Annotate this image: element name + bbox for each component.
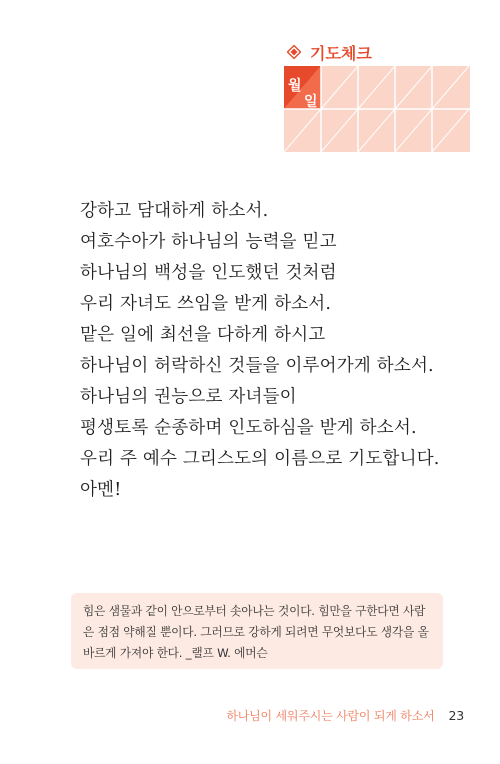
day-label: 일 [304, 94, 318, 110]
page-footer [226, 707, 464, 724]
page-number: 23 [448, 708, 464, 723]
quote-line: 힘은 샘물과 같이 안으로부터 솟아나는 것이다. 힘만을 구한다면 사람 [83, 604, 426, 618]
diamond-bullet-icon [286, 44, 302, 60]
prayer-line: 평생토록 순종하며 인도하심을 받게 하소서. [80, 418, 417, 438]
prayer-line: 맡은 일에 최선을 다하게 하시고 [80, 325, 326, 345]
prayer-line: 여호수아가 하나님의 능력을 믿고 [80, 232, 337, 252]
prayer-line: 우리 자녀도 쓰임을 받게 하소서. [80, 294, 332, 314]
prayer-check-grid [284, 66, 470, 152]
book-title: 하나님이 세워주시는 사람이 되게 하소서 [226, 709, 435, 723]
prayer-line: 하나님이 허락하신 것들을 이루어가게 하소서. [80, 356, 434, 376]
prayer-check-title: 기도체크 [310, 43, 372, 63]
prayer-check-header [286, 40, 470, 64]
prayer-line: 우리 주 예수 그리스도의 이름으로 기도합니다. [80, 449, 440, 469]
prayer-line: 아멘! [80, 480, 122, 500]
prayer-line: 강하고 담대하게 하소서. [80, 201, 269, 221]
quote-box [71, 593, 443, 669]
prayer-text [80, 196, 480, 506]
prayer-line: 하나님의 권능으로 자녀들이 [80, 387, 297, 407]
quote-line: 은 점점 약해질 뿐이다. 그러므로 강하게 되려면 무엇보다도 생각을 올 [83, 625, 429, 639]
prayer-check-section [284, 40, 470, 110]
prayer-line: 하나님의 백성을 인도했던 것처럼 [80, 263, 337, 283]
month-label: 월 [288, 78, 302, 94]
quote-line: 바르게 가져야 한다. _랠프 W. 에머슨 [83, 646, 268, 660]
